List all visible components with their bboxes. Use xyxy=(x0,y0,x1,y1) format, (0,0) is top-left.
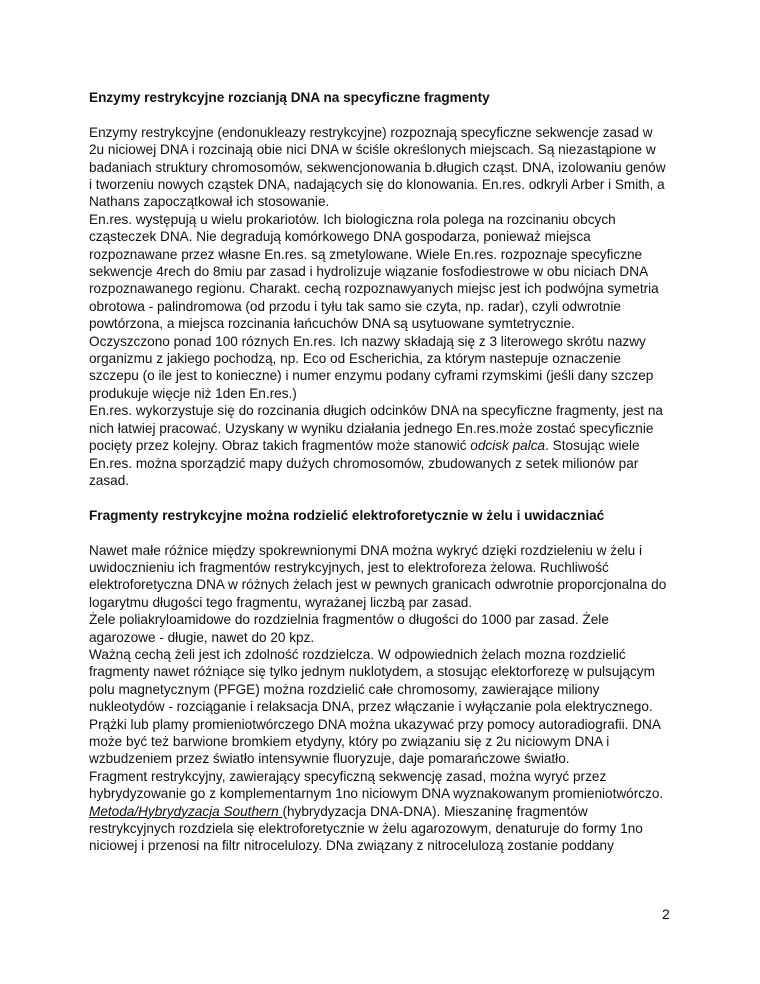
paragraph-enzymes-intro xyxy=(89,124,679,211)
text-line: zasad. xyxy=(89,472,130,488)
paragraph-resolution xyxy=(89,646,679,716)
paragraph-enzyme-names xyxy=(89,333,679,403)
text-run: . Stosując wiele xyxy=(545,438,640,454)
text-line: restrykcyjnych rozdziela się elektroforetycznie w żelu agarozowym, denaturuje do formy 1no xyxy=(89,821,643,837)
text-line: badaniach struktury chromosomów, sekwencjonowania b.długich cząst. DNA, izolowaniu genów xyxy=(89,159,666,175)
text-line xyxy=(89,437,679,454)
text-line: produkuje więcje niż 1den En.res.) xyxy=(89,385,297,401)
page-content xyxy=(89,89,679,855)
text-line: nich łatwiej pracować. Uzyskany w wyniku działania jednego En.res.może zostać specyficznie xyxy=(89,420,654,436)
text-line: 2u niciowej DNA i rozcinają obie nici DNA w ściśle określonych miejscach. Są niezastąpione w xyxy=(89,142,656,158)
italic-term-fingerprint: odcisk palca xyxy=(470,438,546,454)
paragraph-gel-electrophoresis xyxy=(89,542,679,612)
text-line: hybrydyzowanie go z komplementarnym 1no niciowym DNA wyznakowanym promieniotwórczo. xyxy=(89,786,664,802)
paragraph-visualization xyxy=(89,716,679,768)
section-heading-restriction-enzymes: Enzymy restrykcyjne rozcianją DNA na specyficzne fragmenty xyxy=(89,90,490,105)
text-run: pocięty przez kolejny. Obraz takich fragmentów może stanowić xyxy=(89,438,471,454)
text-line: logarytmu długości tego fragmentu, wyrażanej liczbą par zasad. xyxy=(89,594,473,610)
paragraph-enzyme-usage xyxy=(89,402,679,489)
text-line xyxy=(89,803,679,820)
text-line: rozpoznawanego regionu. Charakt. cechą rozpoznawyanych miejsc jest ich podwójna symetria xyxy=(89,281,659,297)
text-line: uwidocznieniu ich fragmentów restrykcyjnych, jest to elektroforeza żelowa. Ruchliwość xyxy=(89,559,609,575)
paragraph-southern-blot xyxy=(89,803,679,855)
text-line: Nawet małe różnice między spokrewnionymi DNA można wykryć dzięki rozdzieleniu w żelu i xyxy=(89,542,643,558)
text-line: Nathans zapoczątkował ich stosowanie. xyxy=(89,194,330,210)
text-line: cząsteczek DNA. Nie degradują komórkowego DNA gospodarza, ponieważ miejsca xyxy=(89,229,591,245)
text-line: agarozowe - długie, nawet do 20 kpz. xyxy=(89,629,315,645)
southern-method-term: Metoda/Hybrydyzacja Southern xyxy=(89,803,283,819)
text-line: nukleotydów - rozciąganie i relaksacja DNA, przez włączanie i wyłączanie pola elektrycznego. xyxy=(89,699,653,715)
text-line: szczepu (o ile jest to konieczne) i numer enzymu podany cyframi rzymskimi (jeśli dany szczep xyxy=(89,368,654,384)
text-line: fragmenty nawet różniące się tylko jednym nuklotydem, a stosując elektorforezę w pulsującym xyxy=(89,664,655,680)
text-line: i tworzeniu nowych cząstek DNA, nadających się do klonowania. En.res. odkryli Arber i Smith, a xyxy=(89,177,665,193)
text-line: organizmu z jakiego pochodzą, np. Eco od Escherichia, za którym nastepuje oznaczenie xyxy=(89,351,621,367)
text-line: Oczyszczono ponad 100 róznych En.res. Ich nazwy składają się z 3 literowego skrótu nazwy xyxy=(89,333,646,349)
paragraph-hybridization xyxy=(89,768,679,803)
paragraph-prokaryotes xyxy=(89,211,679,333)
text-line: Prążki lub plamy promieniotwórczego DNA można ukazywać przy pomocy autoradiografii. DNA xyxy=(89,716,661,732)
text-line: wzbudzeniem przez światło intensywnie fluoryzuje, daje pomarańczowe światło. xyxy=(89,751,570,767)
text-line: Ważną cechą żeli jest ich zdolność rozdzielcza. W odpowiednich żelach mozna rozdzielić xyxy=(89,646,626,662)
text-line: elektroforetyczna DNA w różnych żelach jest w pewnych granicach odwrotnie proporcjonalna do xyxy=(89,577,667,593)
text-line: Fragment restrykcyjny, zawierający specyficzną sekwencję zasad, można wyryć przez xyxy=(89,768,607,784)
page-number: 2 xyxy=(662,906,670,922)
text-line: En.res. występują u wielu prokariotów. Ich biologiczna rola polega na rozcinaniu obcych xyxy=(89,211,616,227)
text-line: Enzymy restrykcyjne (endonukleazy restrykcyjne) rozpoznają specyficzne sekwencje zasad w xyxy=(89,124,653,140)
text-line: sekwencje 4rech do 8miu par zasad i hydrolizuje wiązanie fosfodiestrowe w obu niciach DNA xyxy=(89,264,649,280)
text-line: rozpoznawane przez własne En.res. są zmetylowane. Wiele En.res. rozpoznaje specyficzne xyxy=(89,246,643,262)
section-heading-electrophoresis: Fragmenty restrykcyjne można rodzielić elektroforetycznie w żelu i uwidaczniać xyxy=(89,507,605,523)
text-run: (hybrydyzacja DNA-DNA). Mieszaninę fragmentów xyxy=(282,803,588,819)
text-line: En.res. wykorzystuje się do rozcinania długich odcinków DNA na specyficzne fragmenty, jest na xyxy=(89,403,663,419)
text-line: Żele poliakryloamidowe do rozdzielnia fragmentów o długości do 1000 par zasad. Żele xyxy=(89,612,609,628)
text-line: obrotowa - palindromowa (od przodu i tyłu tak samo sie czyta, np. radar), czyli odwrotnie xyxy=(89,298,621,314)
text-line: powtórzona, a miejsca rozcinania łańcuchów DNA są usytuowane symtetrycznie. xyxy=(89,316,575,332)
text-line: polu magnetycznym (PFGE) można rozdzielić całe chromosomy, zawierające miliony xyxy=(89,681,600,697)
text-line: niciowej i przenosi na filtr nitrocelulozy. DNa związany z nitrocelulozą zostanie poddany xyxy=(89,838,614,854)
text-line: może być też barwione bromkiem etydyny, który po związaniu się z 2u niciowym DNA i xyxy=(89,733,610,749)
text-line: En.res. można sporządzić mapy dużych chromosomów, zbudowanych z setek milionów par xyxy=(89,455,639,471)
paragraph-gel-types xyxy=(89,611,679,646)
